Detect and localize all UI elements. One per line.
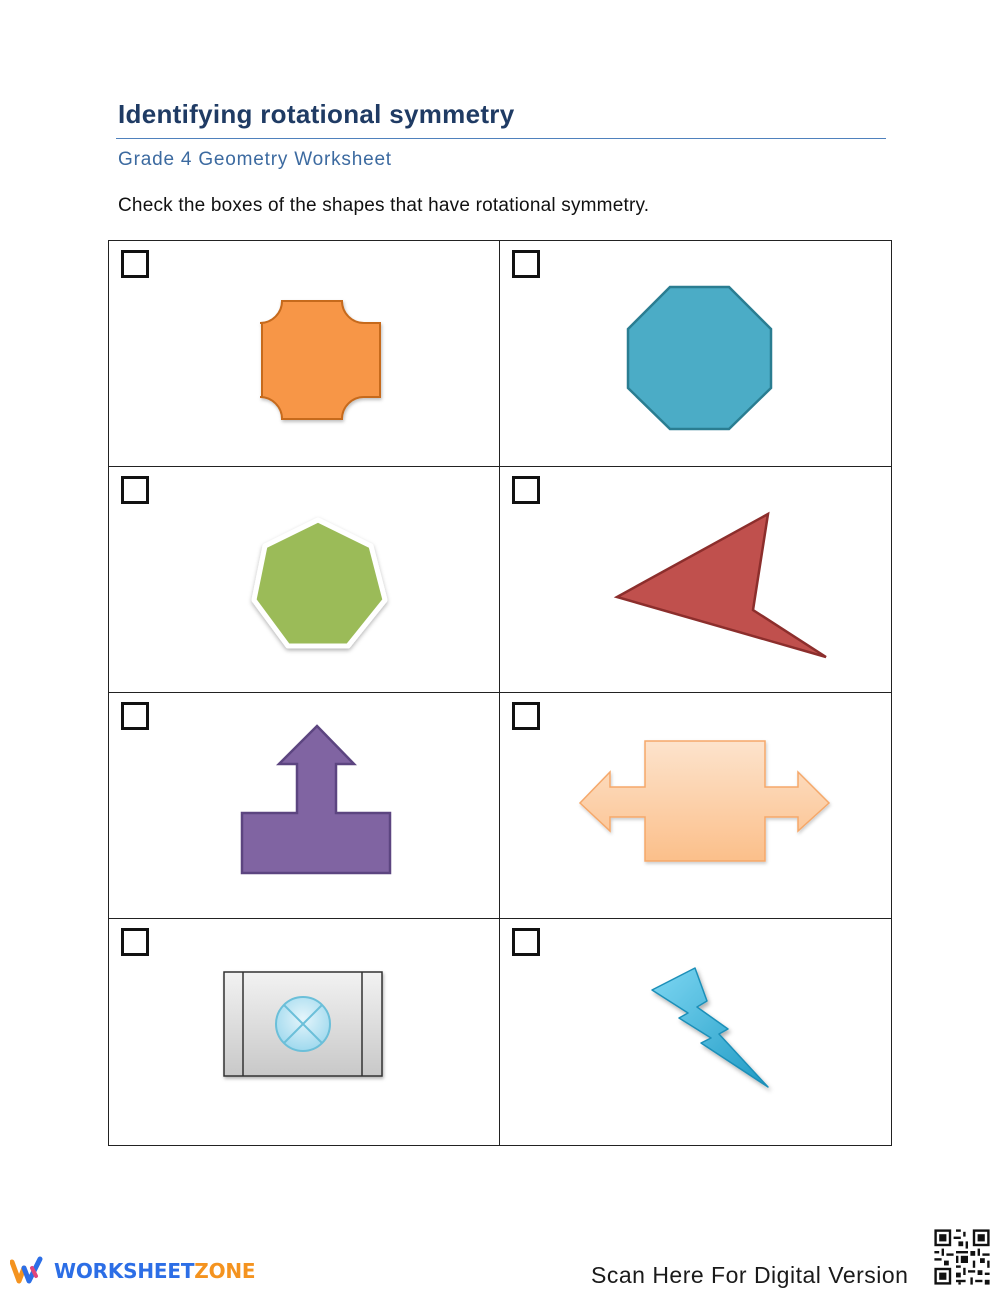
- page-subtitle: Grade 4 Geometry Worksheet: [118, 149, 392, 170]
- shape-cell: [500, 919, 891, 1145]
- shape-cell: [109, 467, 500, 693]
- arrowhead-shape: [500, 467, 891, 693]
- shape-cell: [500, 241, 891, 467]
- page-title: Identifying rotational symmetry: [118, 99, 515, 129]
- up-arrow-shape: [109, 693, 500, 919]
- rounded-plus-shape: [109, 241, 500, 467]
- shapes-grid: [108, 240, 892, 1146]
- qr-code-icon[interactable]: [932, 1227, 992, 1287]
- scan-digital-text: Scan Here For Digital Version: [591, 1262, 909, 1288]
- shape-cell: [500, 693, 891, 919]
- lightning-bolt-shape: [500, 919, 891, 1145]
- octagon-shape: [500, 241, 891, 467]
- title-divider: [116, 138, 886, 139]
- button-shape: [109, 919, 500, 1145]
- shape-cell: [109, 241, 500, 467]
- shape-cell: [109, 919, 500, 1145]
- logo-mark-icon: [10, 1256, 48, 1286]
- logo-worksheet-text: WORKSHEET: [54, 1259, 195, 1283]
- heptagon-shape: [109, 467, 500, 693]
- shape-cell: [500, 467, 891, 693]
- shape-cell: [109, 693, 500, 919]
- logo-zone-text: ZONE: [194, 1259, 256, 1283]
- instructions-text: Check the boxes of the shapes that have rotational symmetry.: [118, 195, 650, 216]
- worksheet-zone-logo[interactable]: [10, 1256, 255, 1286]
- double-arrow-box-shape: [500, 693, 891, 919]
